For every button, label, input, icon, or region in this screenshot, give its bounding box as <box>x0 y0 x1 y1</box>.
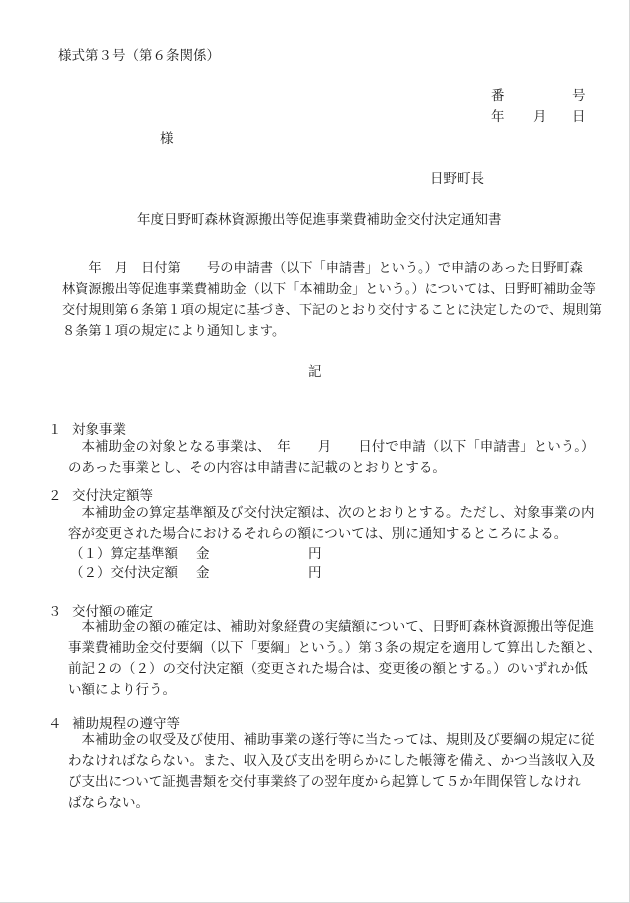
section-line: び支出について証拠書類を交付事業終了の翌年度から起算して５か年間保管しなけれ <box>68 774 581 790</box>
number-label-ban: 番 <box>491 88 505 104</box>
amount-label: （１）算定基準額 <box>70 546 178 562</box>
section-line: ばならない。 <box>68 795 149 811</box>
document-title: 年度日野町森林資源搬出等促進事業費補助金交付決定通知書 <box>137 212 502 228</box>
date-month: 月 <box>533 109 547 125</box>
section-title: 補助規程の遵守等 <box>72 716 180 732</box>
section-line: 容が変更された場合におけるそれらの額については、別に通知するところによる。 <box>68 526 568 542</box>
date-day: 日 <box>572 109 586 125</box>
section-2-heading <box>48 484 153 504</box>
amount-row-1 <box>70 542 322 562</box>
section-1-heading <box>48 418 126 438</box>
form-label: 様式第３号（第６条関係） <box>58 48 220 64</box>
section-line: 前記２の（２）の交付決定額（変更された場合は、変更後の額とする。）のいずれか低 <box>68 661 588 677</box>
number-label-go: 号 <box>572 88 586 104</box>
intro-line: 年 月 日付第 号の申請書（以下「申請書」という。）で申請のあった日野町森 <box>62 261 583 276</box>
section-number: ２ <box>48 488 62 504</box>
section-4-body <box>68 730 596 814</box>
sender: 日野町長 <box>430 171 484 187</box>
amount-currency: 金 <box>196 565 210 581</box>
intro-line: ８条第１項の規定により通知します。 <box>62 324 286 339</box>
amount-row-2 <box>70 561 322 581</box>
section-title: 交付決定額等 <box>72 488 153 504</box>
section-1-body <box>68 437 595 479</box>
section-line: い額により行う。 <box>68 682 176 698</box>
section-number: ３ <box>48 604 62 620</box>
section-line: 本補助金の対象となる事業は、 年 月 日付で申請（以下「申請書」という。） <box>68 439 595 455</box>
section-line: のあった事業とし、その内容は申請書に記載のとおりとする。 <box>68 460 446 476</box>
section-line: わなければならない。また、収入及び支出を明らかにした帳簿を備え、かつ当該収入及 <box>68 753 596 769</box>
section-4-heading <box>48 712 180 732</box>
intro-line: 交付規則第６条第１項の規定に基づき、下記のとおり交付することに決定したので、規則第 <box>62 303 602 318</box>
amount-unit: 円 <box>308 546 322 562</box>
section-number: ４ <box>48 716 62 732</box>
section-line: 本補助金の収受及び使用、補助事業の遂行等に当たっては、規則及び要綱の規定に従 <box>68 732 595 748</box>
section-3-body <box>68 617 602 701</box>
section-title: 対象事業 <box>72 422 126 438</box>
section-2-body <box>68 503 595 545</box>
section-line: 事業費補助金交付要綱（以下「要綱」という。）第３条の規定を適用して算出した額と、 <box>68 640 602 656</box>
ki-mark: 記 <box>308 364 322 380</box>
date-year: 年 <box>491 109 505 125</box>
section-line: 本補助金の額の確定は、補助対象経費の実績額について、日野町森林資源搬出等促進 <box>68 619 594 635</box>
intro-line: 林資源搬出等促進事業費補助金（以下「本補助金」という。）については、日野町補助金等 <box>62 282 596 297</box>
section-line: 本補助金の算定基準額及び交付決定額は、次のとおりとする。ただし、対象事業の内 <box>68 505 595 521</box>
amount-currency: 金 <box>196 546 210 562</box>
section-title: 交付額の確定 <box>72 604 153 620</box>
intro-paragraph <box>62 258 602 342</box>
amount-label: （２）交付決定額 <box>70 565 178 581</box>
section-number: １ <box>48 422 62 438</box>
amount-unit: 円 <box>308 565 322 581</box>
addressee-suffix: 様 <box>160 131 174 147</box>
